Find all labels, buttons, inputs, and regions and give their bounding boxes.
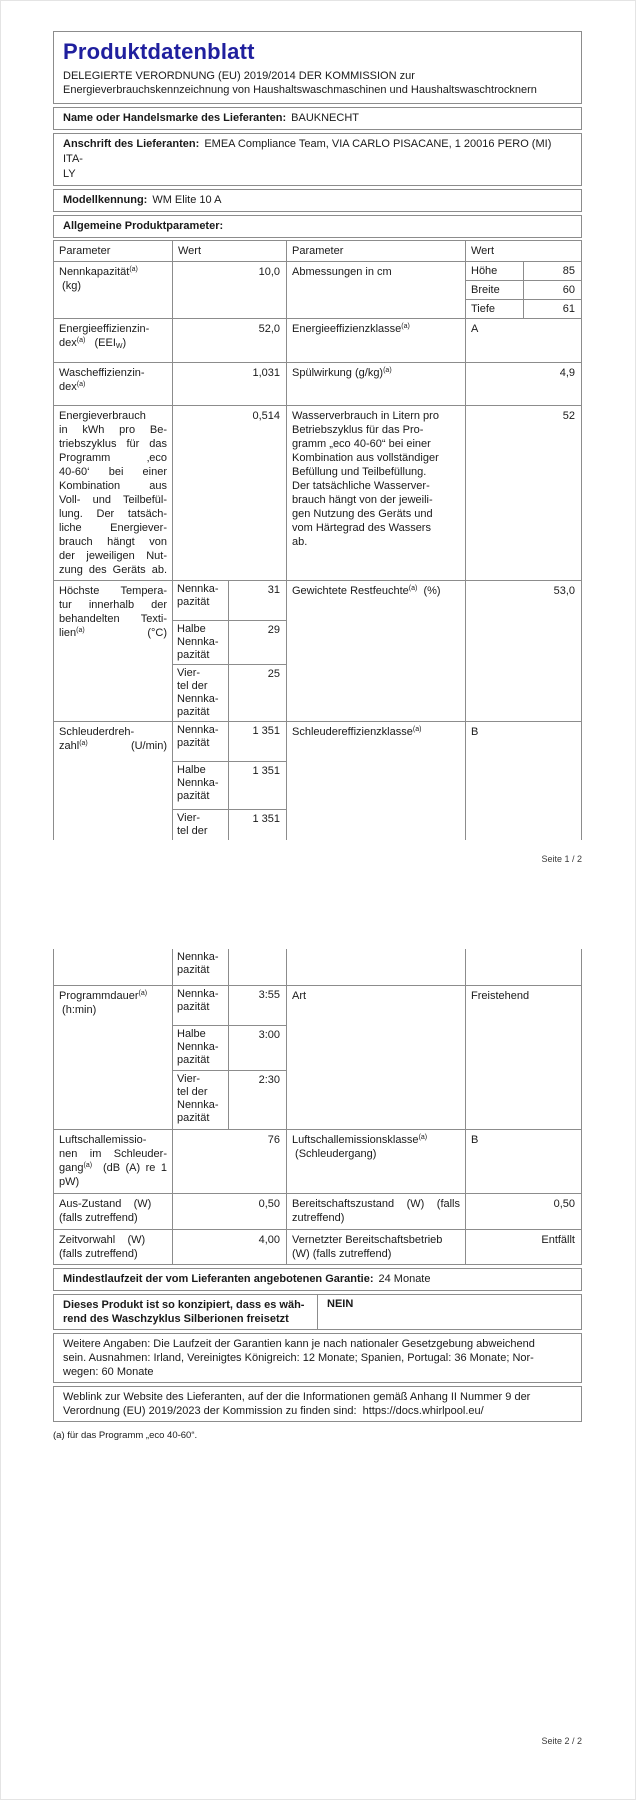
param-label-right: Gewichtete Restfeuchte$^{(a)}$ (%): [287, 581, 466, 721]
param-value-right: B: [471, 1134, 479, 1146]
subrow-viertel-nennkapazitaet: [173, 665, 286, 721]
param-label: Wascheffizienzin- dex$^{(a)}$: [54, 363, 173, 405]
row-schleuderdrehzahl: [54, 722, 581, 840]
row-luftschallemissionen: [54, 1130, 581, 1194]
supplier-name-label: Name oder Handelsmarke des Lieferanten:: [63, 112, 287, 124]
param-value: 1,031: [173, 363, 287, 405]
dimension-value: 60: [562, 284, 575, 296]
silver-ions-label: Dieses Produkt ist so konzipiert, dass es wäh- rend des Waschzyklus Silberionen freisetzt: [54, 1295, 318, 1329]
param-label: Nennkapazität$^{(a)}$ (kg): [54, 262, 173, 318]
param-label: Energieeffizienzin- dex$^{(a)}$ $(EEI_W)$: [54, 319, 173, 362]
capacity-name: Halbe Nennka- pazität: [173, 762, 229, 809]
param-label-right: Art: [287, 986, 466, 1129]
capacity-name: Nennka- pazität: [173, 722, 229, 761]
subrow-nennkapazitaet: [173, 986, 286, 1026]
param-value-right: Entfällt: [541, 1234, 575, 1246]
subrow-continuation: [173, 949, 286, 985]
row-continuation: [54, 949, 581, 986]
column-header-wert-right: Wert: [471, 245, 495, 257]
dimension-name: Tiefe: [466, 300, 524, 318]
param-value-right: B: [471, 726, 479, 738]
row-programmdauer: [54, 986, 581, 1130]
dimension-value: 61: [562, 303, 575, 315]
param-label-right: Energieeffizienzklasse$^{(a)}$: [287, 319, 466, 362]
capacity-name: Vier- tel der Nennka- pazität: [173, 665, 229, 721]
param-value: 76: [173, 1130, 287, 1193]
param-value: 0,50: [173, 1194, 287, 1229]
title-block: [53, 31, 582, 104]
capacity-value: 1 351: [252, 813, 280, 825]
capacity-subtable: [173, 986, 287, 1129]
subrow-halbe-nennkapazitaet: [173, 1026, 286, 1071]
page2-footer: Seite 2 / 2: [541, 1736, 582, 1746]
capacity-value: [229, 949, 286, 985]
silver-ions-row: [53, 1294, 582, 1330]
param-value: 4,00: [173, 1230, 287, 1264]
warranty-row: [53, 1268, 582, 1291]
capacity-value: 31: [267, 584, 280, 596]
param-value-right: Freistehend: [471, 990, 530, 1002]
param-label: [54, 949, 173, 985]
param-value-right: 4,9: [559, 367, 575, 379]
capacity-value: 3:55: [258, 989, 280, 1001]
row-aus-zustand: [54, 1194, 581, 1230]
capacity-name: Nennka- pazität: [173, 986, 229, 1025]
weblink-text: Weblink zur Website des Lieferanten, auf der die Informationen gemäß Anhang II Nummer 9 der Verordnung (EU) 2019/2023 der Kommission zu finden sind:: [63, 1391, 531, 1417]
page1-footer: Seite 1 / 2: [541, 854, 582, 864]
param-value: 0,514: [173, 406, 287, 580]
dimensions-subtable: [466, 262, 581, 318]
row-nennkapazitaet: [54, 262, 581, 319]
page-content: [1, 1, 635, 1746]
row-wascheffizienzindex: [54, 363, 581, 406]
additional-info-label: Weitere Angaben:: [63, 1338, 151, 1350]
param-value: 10,0: [173, 262, 287, 318]
supplier-address-row: [53, 133, 582, 186]
supplier-name-value: BAUKNECHT: [291, 112, 359, 124]
subrow-halbe-nennkapazitaet: [173, 762, 286, 810]
param-label-right: [287, 949, 466, 985]
table-header-row: [54, 241, 581, 262]
param-label-right: Spülwirkung $(g/kg)^{(a)}$: [287, 363, 466, 405]
capacity-subtable: [173, 722, 287, 840]
param-label: Luftschallemissio- nen im Schleuder- gang$^{(a)}$ (dB (A) re 1 pW): [54, 1130, 173, 1193]
param-value-right: A: [471, 323, 479, 335]
model-label: Modellkennung:: [63, 194, 148, 206]
capacity-name: Vier- tel der Nennka- pazität: [173, 1071, 229, 1129]
param-value-right: 53,0: [553, 585, 575, 597]
capacity-value: 1 351: [252, 765, 280, 777]
capacity-value: 2:30: [258, 1074, 280, 1086]
param-label: Höchste Tempera- tur innerhalb der behandelten Texti- lien$^{(a)}$ (°C): [54, 581, 173, 721]
param-label-right: Luftschallemissionsklasse$^{(a)}$ (Schleudergang): [287, 1130, 466, 1193]
param-label-right: Wasserverbrauch in Litern pro Betriebszyklus für das Pro- gramm „eco 40-60“ bei einer Kombination aus vollständiger Befüllung und Teilbefüllung. Der tatsächliche Wasserver- brauch hängt von der jeweili- gen Nutzung des Geräts und vom Härtegrad des Wassers ab.: [287, 406, 466, 580]
column-header-wert-left: Wert: [173, 241, 287, 261]
supplier-address-value: EMEA Compliance Team, VIA CARLO PISACANE, 1 20016 PERO (MI) ITA- LY: [63, 138, 552, 180]
param-label: Zeitvorwahl (W) (falls zutreffend): [54, 1230, 173, 1264]
model-value: WM Elite 10 A: [152, 194, 222, 206]
capacity-name: Nennka- pazität: [173, 949, 229, 985]
param-value: 52,0: [173, 319, 287, 362]
warranty-value: 24 Monate: [378, 1273, 431, 1285]
dimension-row-breite: [466, 281, 581, 300]
param-value-right: [466, 949, 581, 985]
dimension-name: Höhe: [466, 262, 524, 280]
silver-ions-value: NEIN: [327, 1298, 354, 1310]
subrow-halbe-nennkapazitaet: [173, 621, 286, 665]
dimension-name: Breite: [466, 281, 524, 299]
row-energieeffizienzindex: [54, 319, 581, 363]
model-row: [53, 189, 582, 212]
warranty-label: Mindestlaufzeit der vom Lieferanten angebotenen Garantie:: [63, 1273, 374, 1285]
supplier-name-row: [53, 107, 582, 130]
column-header-parameter-right: Parameter: [287, 241, 466, 261]
param-label-right: Schleudereffizienzklasse$^{(a)}$: [287, 722, 466, 840]
capacity-subtable: [173, 581, 287, 721]
general-parameters-heading: Allgemeine Produktparameter:: [53, 215, 582, 238]
param-label: Schleuderdreh- zahl$^{(a)}$ (U/min): [54, 722, 173, 840]
param-label: Energieverbrauch in kWh pro Be- triebszyklus für das Programm ‚eco 40-60‘ bei einer Kombination aus Voll- und Teilbefül- lung. Der tatsäch- liche Energiever- brauch hängt von der jeweiligen Nut- zung des Geräts ab.: [54, 406, 173, 580]
param-label-right: Vernetzter Bereitschaftsbetrieb (W) (falls zutreffend): [287, 1230, 466, 1264]
dimension-value: 85: [562, 265, 575, 277]
column-header-parameter-left: Parameter: [54, 241, 173, 261]
row-zeitvorwahl: [54, 1230, 581, 1265]
capacity-name: Halbe Nennka- pazität: [173, 1026, 229, 1070]
row-hoechste-temperatur: [54, 581, 581, 722]
additional-info-text: Die Laufzeit der Garantien kann je nach nationaler Gesetzgebung abweichend sein. Ausnahmen: Irland, Vereinigtes Königreich: 12 Monate; Spanien, Portugal: 36 Monate; Nor- wegen: 60 Monate: [63, 1338, 535, 1378]
row-energieverbrauch: [54, 406, 581, 581]
param-label: Aus-Zustand (W) (falls zutreffend): [54, 1194, 173, 1229]
subrow-nennkapazitaet: [173, 722, 286, 762]
param-label-right: Abmessungen in cm: [287, 262, 466, 318]
capacity-name: Vier- tel der: [173, 810, 229, 840]
capacity-value: 3:00: [258, 1029, 280, 1041]
weblink-url[interactable]: https://docs.whirlpool.eu/: [362, 1405, 484, 1417]
capacity-value: 1 351: [252, 725, 280, 737]
param-label-right: Bereitschaftszustand (W) (falls zutreffend): [287, 1194, 466, 1229]
dimension-row-tiefe: [466, 300, 581, 318]
capacity-value: 25: [267, 668, 280, 680]
parameters-table-page2: [53, 949, 582, 1265]
additional-info-row: [53, 1333, 582, 1383]
footnote-a: (a) für das Programm „eco 40-60“.: [53, 1430, 198, 1441]
subrow-viertel-nennkapazitaet-cut: [173, 810, 286, 840]
supplier-address-label: Anschrift des Lieferanten:: [63, 138, 200, 150]
param-label: Programmdauer$^{(a)}$ (h:min): [54, 986, 173, 1129]
page-title: Produktdatenblatt: [63, 39, 255, 64]
weblink-row: [53, 1386, 582, 1422]
capacity-name: Nennka- pazität: [173, 581, 229, 620]
capacity-subtable: [173, 949, 287, 985]
dimension-row-hoehe: [466, 262, 581, 281]
parameters-table-page1: [53, 240, 582, 840]
subrow-viertel-nennkapazitaet: [173, 1071, 286, 1129]
capacity-name: Halbe Nennka- pazität: [173, 621, 229, 664]
param-value-right: 0,50: [553, 1198, 575, 1210]
capacity-value: 29: [267, 624, 280, 636]
regulation-subtitle: DELEGIERTE VERORDNUNG (EU) 2019/2014 DER KOMMISSION zur Energieverbrauchskennzeichnung von Haushaltswaschmaschinen und Haushaltswaschtrocknern: [63, 70, 537, 96]
subrow-nennkapazitaet: [173, 581, 286, 621]
param-value-right: 52: [562, 410, 575, 422]
